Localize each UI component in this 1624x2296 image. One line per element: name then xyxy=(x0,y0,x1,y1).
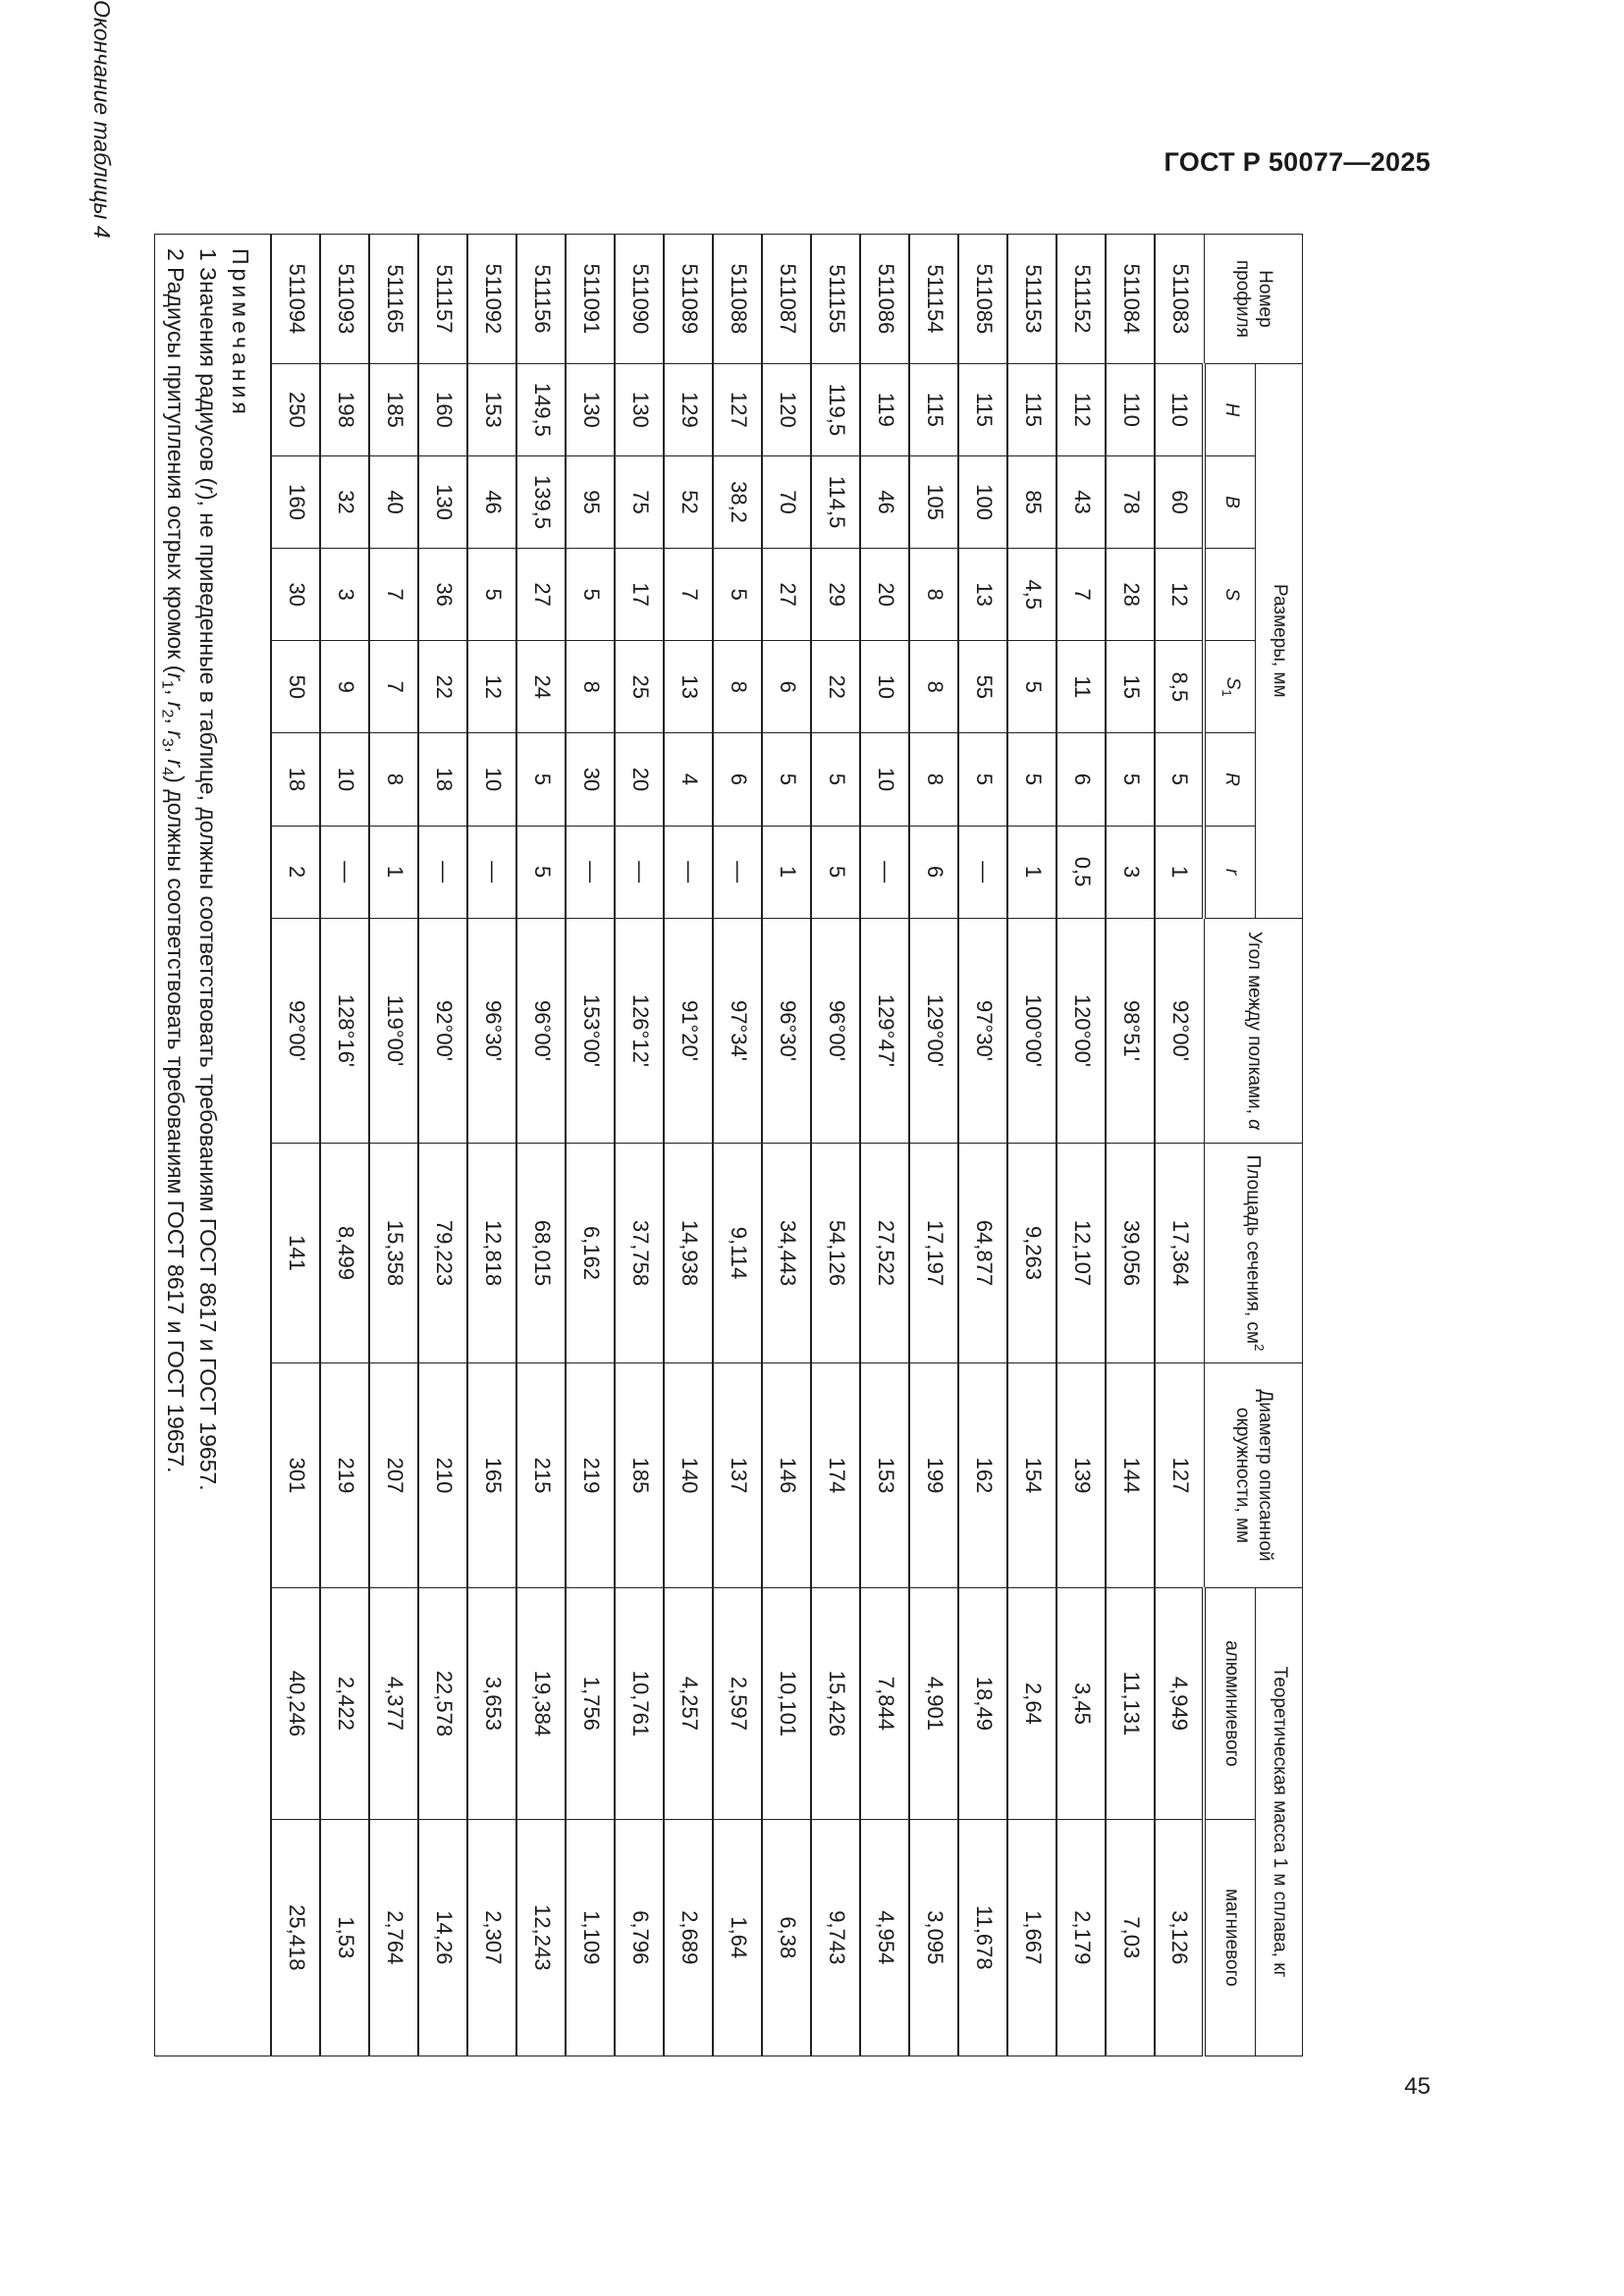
table-cell: 12 xyxy=(1156,549,1205,641)
table-cell: 5 xyxy=(763,733,812,826)
table-cell: 20 xyxy=(616,733,665,826)
table-cell: 3,45 xyxy=(1057,1588,1107,1819)
table-cell: 511091 xyxy=(567,235,616,364)
table-cell: 10 xyxy=(468,733,517,826)
table-cell: 250 xyxy=(272,363,321,455)
table-cell: 46 xyxy=(861,455,910,548)
table-cell: 112 xyxy=(1057,363,1107,455)
table-cell: 126°12' xyxy=(616,918,665,1143)
table-cell: 120 xyxy=(763,363,812,455)
table-cell: 1,756 xyxy=(567,1588,616,1819)
table-cell: 40 xyxy=(370,455,419,548)
table-cell: 8 xyxy=(567,641,616,733)
table-notes xyxy=(154,235,271,2056)
table-cell: 40,246 xyxy=(272,1588,321,1819)
table-cell: 2 xyxy=(272,826,321,918)
table-cell: — xyxy=(861,826,910,918)
table-cell: 511154 xyxy=(910,235,959,364)
table-row xyxy=(959,235,1008,2056)
table-cell: 19,384 xyxy=(517,1588,567,1819)
table-cell: 511086 xyxy=(861,235,910,364)
table-cell: 8 xyxy=(714,641,763,733)
table-cell: 5 xyxy=(1156,733,1205,826)
table-body xyxy=(272,235,1205,2056)
table-cell: — xyxy=(616,826,665,918)
table-cell: 141 xyxy=(272,1144,321,1363)
header-dimensions: Размеры, мм xyxy=(1256,363,1303,918)
table-cell: 85 xyxy=(1008,455,1057,548)
table-cell: 137 xyxy=(714,1362,763,1587)
table-cell: 8 xyxy=(910,733,959,826)
table-row xyxy=(517,235,567,2056)
table-cell: 511089 xyxy=(665,235,714,364)
table-cell: 110 xyxy=(1156,363,1205,455)
table-cell: 511094 xyxy=(272,235,321,364)
table-cell: 6 xyxy=(714,733,763,826)
table-cell: 119 xyxy=(861,363,910,455)
note-1: 1 Значения радиусов (r), не приведенные в таблице, должны соответствовать требованиям ГОСТ 8617 и ГОСТ 19657. xyxy=(195,248,222,1491)
table-cell: — xyxy=(665,826,714,918)
table-cell: 95 xyxy=(567,455,616,548)
table-cell: 511083 xyxy=(1156,235,1205,364)
table-cell: 4,5 xyxy=(1008,549,1057,641)
table-cell: 6 xyxy=(763,641,812,733)
header-b: B xyxy=(1205,455,1256,548)
table-cell: 6 xyxy=(1057,733,1107,826)
table-cell: 100 xyxy=(959,455,1008,548)
table-cell: 8,499 xyxy=(321,1144,370,1363)
table-cell: 1,109 xyxy=(567,1819,616,2056)
table-row xyxy=(1057,235,1107,2056)
table-cell: 12,107 xyxy=(1057,1144,1107,1363)
table-cell: 5 xyxy=(959,733,1008,826)
table-cell: 18,49 xyxy=(959,1588,1008,1819)
table-cell: 11,131 xyxy=(1107,1588,1156,1819)
table-cell: 10,761 xyxy=(616,1588,665,1819)
table-cell: 8 xyxy=(910,549,959,641)
table-cell: 511084 xyxy=(1107,235,1156,364)
table-cell: 75 xyxy=(616,455,665,548)
table-cell: 68,015 xyxy=(517,1144,567,1363)
header-profile: Номер профиля xyxy=(1205,235,1303,364)
table-cell: 17 xyxy=(616,549,665,641)
table-cell: 1 xyxy=(1156,826,1205,918)
table-cell: 60 xyxy=(1156,455,1205,548)
table-cell: 144 xyxy=(1107,1362,1156,1587)
table-cell: 18 xyxy=(419,733,468,826)
table-cell: 1 xyxy=(1008,826,1057,918)
table-cell: 8,5 xyxy=(1156,641,1205,733)
table-cell: — xyxy=(419,826,468,918)
table-cell: 162 xyxy=(959,1362,1008,1587)
table-cell: 511087 xyxy=(763,235,812,364)
table-cell: 2,64 xyxy=(1008,1588,1057,1819)
table-cell: 10 xyxy=(861,733,910,826)
table-cell: 115 xyxy=(959,363,1008,455)
table-cell: 7,844 xyxy=(861,1588,910,1819)
table-row xyxy=(763,235,812,2056)
table-cell: 1,667 xyxy=(1008,1819,1057,2056)
table-cell: 97°34' xyxy=(714,918,763,1143)
header-r-big: R xyxy=(1205,733,1256,826)
table-cell: 139,5 xyxy=(517,455,567,548)
table-cell: 146 xyxy=(763,1362,812,1587)
table-cell: 22 xyxy=(419,641,468,733)
table-cell: 127 xyxy=(714,363,763,455)
table-cell: 39,056 xyxy=(1107,1144,1156,1363)
table-row xyxy=(910,235,959,2056)
table-cell: 14,938 xyxy=(665,1144,714,1363)
table-cell: 110 xyxy=(1107,363,1156,455)
table-cell: 5 xyxy=(1107,733,1156,826)
table-cell: 9 xyxy=(321,641,370,733)
table-cell: 511155 xyxy=(812,235,861,364)
table-cell: 64,877 xyxy=(959,1144,1008,1363)
table-row xyxy=(665,235,714,2056)
table-cell: 8 xyxy=(910,641,959,733)
table-cell: 511152 xyxy=(1057,235,1107,364)
table-cell: 12,818 xyxy=(468,1144,517,1363)
table-cell: 301 xyxy=(272,1362,321,1587)
table-cell: 50 xyxy=(272,641,321,733)
table-cell: 219 xyxy=(321,1362,370,1587)
table-cell: 17,197 xyxy=(910,1144,959,1363)
table-cell: — xyxy=(567,826,616,918)
table-cell: 119°00' xyxy=(370,918,419,1143)
table-cell: 30 xyxy=(567,733,616,826)
table-cell: 2,179 xyxy=(1057,1819,1107,2056)
table-cell: 18 xyxy=(272,733,321,826)
table-cell: 32 xyxy=(321,455,370,548)
table-cell: 1,53 xyxy=(321,1819,370,2056)
table-cell: 511090 xyxy=(616,235,665,364)
table-cell: 115 xyxy=(1008,363,1057,455)
table-cell: 13 xyxy=(959,549,1008,641)
table-cell: 15,358 xyxy=(370,1144,419,1363)
table-cell: 511157 xyxy=(419,235,468,364)
table-cell: 3,653 xyxy=(468,1588,517,1819)
table-cell: 185 xyxy=(370,363,419,455)
table-cell: 3,095 xyxy=(910,1819,959,2056)
table-row xyxy=(714,235,763,2056)
header-area: Площадь сечения, $см^2$ xyxy=(1205,1144,1303,1363)
table-cell: 12,243 xyxy=(517,1819,567,2056)
table-cell: 4,257 xyxy=(665,1588,714,1819)
table-cell: 120°00' xyxy=(1057,918,1107,1143)
note-2: 2 Радиусы притупления острых кромок ($r_1$, $r_2$, $r_3$, $r_4$) должны соответствовать требованиям ГОСТ 8617 и ГОСТ 19657. xyxy=(158,248,189,1473)
table-cell: 511085 xyxy=(959,235,1008,364)
table-cell: 105 xyxy=(910,455,959,548)
table-cell: 25,418 xyxy=(272,1819,321,2056)
table-cell: 128°16' xyxy=(321,918,370,1143)
table-row xyxy=(468,235,517,2056)
table-cell: 29 xyxy=(812,549,861,641)
table-cell: 100°00' xyxy=(1008,918,1057,1143)
header-mass: Теоретическая масса 1 м сплава, кг xyxy=(1256,1588,1303,2056)
table-row xyxy=(419,235,468,2056)
table-caption: Окончание таблицы 4 xyxy=(89,0,115,239)
table-cell: 36 xyxy=(419,549,468,641)
table-cell: 5 xyxy=(714,549,763,641)
table-cell: 5 xyxy=(1008,641,1057,733)
notes-heading: Примечания xyxy=(228,248,254,418)
table-cell: 11 xyxy=(1057,641,1107,733)
table-cell: 114,5 xyxy=(812,455,861,548)
table-cell: 5 xyxy=(812,826,861,918)
table-cell: 5 xyxy=(567,549,616,641)
table-row xyxy=(321,235,370,2056)
table-cell: 27 xyxy=(763,549,812,641)
table-cell: 7 xyxy=(665,549,714,641)
header-diameter: Диаметр описанной окружности, мм xyxy=(1205,1362,1303,1587)
table-cell: 97°30' xyxy=(959,918,1008,1143)
header-s1: $S_1$ xyxy=(1205,641,1256,733)
table-cell: 139 xyxy=(1057,1362,1107,1587)
table-cell: 511156 xyxy=(517,235,567,364)
table-cell: 4,954 xyxy=(861,1819,910,2056)
table-cell: 130 xyxy=(567,363,616,455)
table-cell: 46 xyxy=(468,455,517,548)
table-cell: — xyxy=(959,826,1008,918)
table-cell: 9,114 xyxy=(714,1144,763,1363)
table-cell: 43 xyxy=(1057,455,1107,548)
header-angle: Угол между полками, α xyxy=(1205,918,1303,1143)
table-cell: 210 xyxy=(419,1362,468,1587)
standard-designation: ГОСТ Р 50077—2025 xyxy=(1164,147,1431,177)
table-cell: 174 xyxy=(812,1362,861,1587)
header-s: S xyxy=(1205,549,1256,641)
table-cell: — xyxy=(468,826,517,918)
table-cell: 129°00' xyxy=(910,918,959,1143)
table-cell: 2,422 xyxy=(321,1588,370,1819)
table-cell: — xyxy=(321,826,370,918)
table-cell: 7 xyxy=(370,549,419,641)
table-cell: 9,263 xyxy=(1008,1144,1057,1363)
table-cell: 22,578 xyxy=(419,1588,468,1819)
table-cell: 96°30' xyxy=(468,918,517,1143)
table-cell: 207 xyxy=(370,1362,419,1587)
table-cell: 4,901 xyxy=(910,1588,959,1819)
table-cell: 6 xyxy=(910,826,959,918)
table-cell: 10,101 xyxy=(763,1588,812,1819)
table-cell: 2,764 xyxy=(370,1819,419,2056)
profiles-table xyxy=(154,234,1303,2056)
table-cell: 54,126 xyxy=(812,1144,861,1363)
table-cell: 140 xyxy=(665,1362,714,1587)
table-cell: 5 xyxy=(468,549,517,641)
table-cell: 1 xyxy=(763,826,812,918)
table-cell: 130 xyxy=(419,455,468,548)
table-cell: 24 xyxy=(517,641,567,733)
table-row xyxy=(1008,235,1057,2056)
table-cell: 30 xyxy=(272,549,321,641)
table-cell: 2,307 xyxy=(468,1819,517,2056)
table-cell: 215 xyxy=(517,1362,567,1587)
table-cell: 4,377 xyxy=(370,1588,419,1819)
table-header xyxy=(1205,235,1303,2056)
table-row xyxy=(1107,235,1156,2056)
table-cell: 511093 xyxy=(321,235,370,364)
table-cell: 92°00' xyxy=(272,918,321,1143)
table-cell: 2,689 xyxy=(665,1819,714,2056)
table-cell: 6,796 xyxy=(616,1819,665,2056)
table-cell: 511092 xyxy=(468,235,517,364)
table-cell: 153 xyxy=(861,1362,910,1587)
table-cell: 11,678 xyxy=(959,1819,1008,2056)
table-cell: 149,5 xyxy=(517,363,567,455)
table-cell: 98°51' xyxy=(1107,918,1156,1143)
table-cell: 4 xyxy=(665,733,714,826)
table-row xyxy=(616,235,665,2056)
notes-cell xyxy=(154,235,271,2056)
table-cell: 79,223 xyxy=(419,1144,468,1363)
table-cell: 130 xyxy=(616,363,665,455)
table-cell: 511088 xyxy=(714,235,763,364)
table-cell: 3,126 xyxy=(1156,1819,1205,2056)
table-cell: 4,949 xyxy=(1156,1588,1205,1819)
table-cell: 20 xyxy=(861,549,910,641)
table-cell: 14,26 xyxy=(419,1819,468,2056)
table-cell: 153°00' xyxy=(567,918,616,1143)
header-mass-mg: магниевого xyxy=(1205,1819,1256,2056)
header-mass-al: алюминиевого xyxy=(1205,1588,1256,1819)
table-cell: 511165 xyxy=(370,235,419,364)
table-cell: 3 xyxy=(321,549,370,641)
table-cell: 27,522 xyxy=(861,1144,910,1363)
table-cell: 55 xyxy=(959,641,1008,733)
table-cell: 160 xyxy=(272,455,321,548)
table-cell: 92°00' xyxy=(419,918,468,1143)
table-cell: 96°30' xyxy=(763,918,812,1143)
table-row xyxy=(567,235,616,2056)
table-cell: 96°00' xyxy=(812,918,861,1143)
table-cell: 52 xyxy=(665,455,714,548)
table-row xyxy=(861,235,910,2056)
table-cell: 12 xyxy=(468,641,517,733)
table-cell: 160 xyxy=(419,363,468,455)
table-cell: 2,597 xyxy=(714,1588,763,1819)
table-cell: 129°47' xyxy=(861,918,910,1143)
table-cell: 9,743 xyxy=(812,1819,861,2056)
table-cell: 7 xyxy=(370,641,419,733)
table-cell: 199 xyxy=(910,1362,959,1587)
table-cell: 6,162 xyxy=(567,1144,616,1363)
table-cell: 6,38 xyxy=(763,1819,812,2056)
table-cell: 5 xyxy=(812,733,861,826)
table-cell: 115 xyxy=(910,363,959,455)
table-cell: 22 xyxy=(812,641,861,733)
table-cell: 15 xyxy=(1107,641,1156,733)
table-cell: 129 xyxy=(665,363,714,455)
table-cell: 34,443 xyxy=(763,1144,812,1363)
table-cell: 78 xyxy=(1107,455,1156,548)
table-cell: 3 xyxy=(1107,826,1156,918)
table-cell: 10 xyxy=(321,733,370,826)
table-cell: 127 xyxy=(1156,1362,1205,1587)
table-cell: 10 xyxy=(861,641,910,733)
table-cell: 5 xyxy=(517,733,567,826)
header-r-small: r xyxy=(1205,826,1256,918)
header-h: H xyxy=(1205,363,1256,455)
table-cell: 1 xyxy=(370,826,419,918)
table-cell: 27 xyxy=(517,549,567,641)
table-cell: 17,364 xyxy=(1156,1144,1205,1363)
table-cell: 13 xyxy=(665,641,714,733)
table-cell: 25 xyxy=(616,641,665,733)
page-number: 45 xyxy=(1404,2073,1431,2100)
table-cell: 7,03 xyxy=(1107,1819,1156,2056)
table-cell: — xyxy=(714,826,763,918)
table-cell: 28 xyxy=(1107,549,1156,641)
table-cell: 153 xyxy=(468,363,517,455)
table-cell: 92°00' xyxy=(1156,918,1205,1143)
table-cell: 37,758 xyxy=(616,1144,665,1363)
table-cell: 8 xyxy=(370,733,419,826)
table-cell: 198 xyxy=(321,363,370,455)
table-row xyxy=(370,235,419,2056)
table-cell: 70 xyxy=(763,455,812,548)
table-cell: 91°20' xyxy=(665,918,714,1143)
table-cell: 1,64 xyxy=(714,1819,763,2056)
table-row xyxy=(272,235,321,2056)
table-cell: 5 xyxy=(517,826,567,918)
table-row xyxy=(1156,235,1205,2056)
table-cell: 15,426 xyxy=(812,1588,861,1819)
table-cell: 154 xyxy=(1008,1362,1057,1587)
table-cell: 5 xyxy=(1008,733,1057,826)
table-cell: 165 xyxy=(468,1362,517,1587)
table-cell: 38,2 xyxy=(714,455,763,548)
table-cell: 7 xyxy=(1057,549,1107,641)
table-cell: 511153 xyxy=(1008,235,1057,364)
table-cell: 0,5 xyxy=(1057,826,1107,918)
table-row xyxy=(812,235,861,2056)
table-cell: 96°00' xyxy=(517,918,567,1143)
table-cell: 119,5 xyxy=(812,363,861,455)
table-cell: 219 xyxy=(567,1362,616,1587)
table-cell: 185 xyxy=(616,1362,665,1587)
